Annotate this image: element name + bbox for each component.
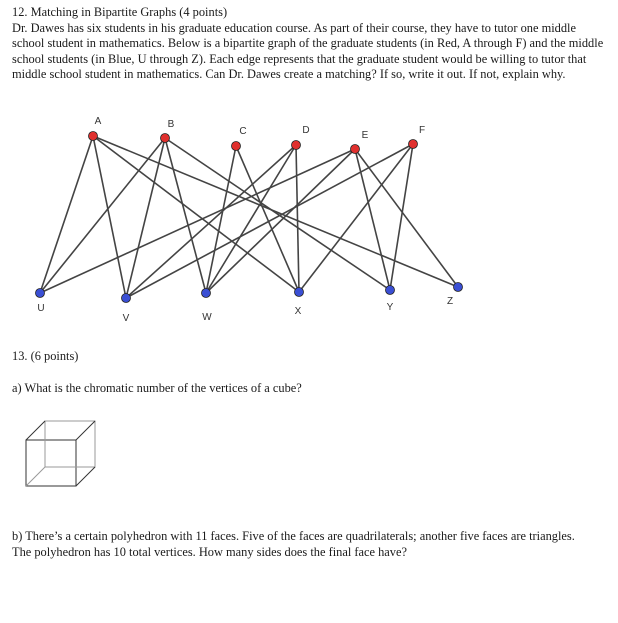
edge-F-Y — [390, 144, 413, 290]
vertex-label-E: E — [361, 130, 369, 141]
vertex-label-V: V — [122, 313, 130, 324]
vertex-label-Z: Z — [446, 296, 454, 307]
edge-C-X — [236, 146, 299, 292]
cube-figure — [20, 418, 100, 490]
question-13-heading: 13. (6 points) — [12, 349, 79, 363]
graph-edges — [40, 136, 458, 298]
question-13a: a) What is the chromatic number of the vertices of a cube? — [12, 381, 302, 395]
vertex-label-X: X — [294, 306, 302, 317]
graph-vertices — [36, 132, 463, 303]
question-12-body: Dr. Dawes has six students in his graduate education course. As part of their course, they have to tutor one middle school student in mathematics. Below is a bipartite graph of the graduate students (in Red, A through F) and the middle school students (in Blue, U through Z). Each edge represents that the graduate student would be willing to tutor that middle school student in mathematics. Can Dr. Dawes create a matching? If so, write it out. If not, explain why. — [12, 20, 604, 82]
question-13b: b) There’s a certain polyhedron with 11 faces. Five of the faces are quadrilaterals; another five faces are triangles. The polyhedron has 10 total vertices. How many sides does the final face have? — [12, 529, 575, 559]
bipartite-graph — [0, 112, 618, 327]
vertex-E — [351, 145, 360, 154]
vertex-D — [292, 141, 301, 150]
vertex-Z — [454, 283, 463, 292]
vertex-W — [202, 289, 211, 298]
vertex-label-D: D — [302, 125, 310, 136]
vertex-label-U: U — [37, 303, 45, 314]
vertex-V — [122, 294, 131, 303]
vertex-F — [409, 140, 418, 149]
vertex-label-C: C — [239, 126, 247, 137]
vertex-Y — [386, 286, 395, 295]
vertex-label-F: F — [418, 125, 426, 136]
edge-A-V — [93, 136, 126, 298]
vertex-U — [36, 289, 45, 298]
vertex-B — [161, 134, 170, 143]
vertex-X — [295, 288, 304, 297]
vertex-label-Y: Y — [386, 302, 394, 313]
vertex-C — [232, 142, 241, 151]
vertex-label-A: A — [94, 116, 102, 127]
question-12 — [12, 5, 604, 83]
edge-E-U — [40, 149, 355, 293]
edge-E-Y — [355, 149, 390, 290]
vertex-label-W: W — [202, 312, 212, 323]
edge-A-U — [40, 136, 93, 293]
vertex-label-B: B — [167, 119, 175, 130]
question-12-heading: 12. Matching in Bipartite Graphs (4 points) — [12, 5, 228, 19]
vertex-A — [89, 132, 98, 141]
edge-D-X — [296, 145, 299, 292]
edge-D-V — [126, 145, 296, 298]
